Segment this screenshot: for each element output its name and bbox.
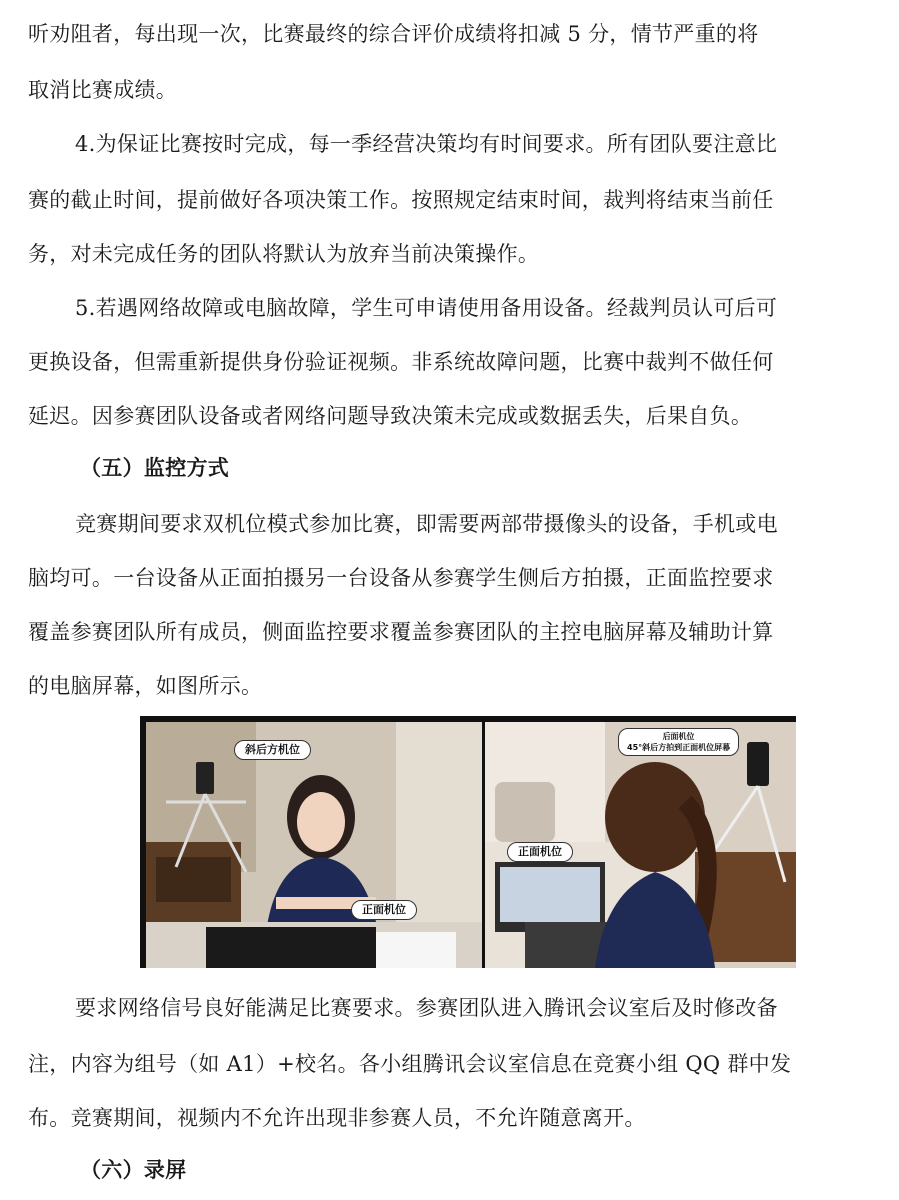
- front-camera-label: 正面机位: [351, 900, 417, 920]
- section-heading-screen-recording: （六）录屏: [80, 1158, 187, 1182]
- section-heading-monitoring: （五）监控方式: [80, 456, 230, 480]
- text-line: 竞赛期间要求双机位模式参加比赛，即需要两部带摄像头的设备，手机或电: [75, 512, 778, 536]
- rear-camera-note: 45°斜后方拍到正面机位屏幕: [627, 743, 731, 752]
- rear-camera-title: 后面机位: [662, 732, 695, 741]
- text-line: 覆盖参赛团队所有成员，侧面监控要求覆盖参赛团队的主控电脑屏幕及辅助计算: [28, 620, 774, 644]
- text-line: 取消比赛成绩。: [28, 78, 178, 102]
- rear-camera-label: 斜后方机位: [234, 740, 311, 760]
- rear-camera-label-right: [618, 728, 739, 756]
- text-line: 布。竞赛期间，视频内不允许出现非参赛人员，不允许随意离开。: [28, 1106, 646, 1130]
- text-line: 4.为保证比赛按时完成，每一季经营决策均有时间要求。所有团队要注意比: [75, 132, 778, 156]
- text-line: 赛的截止时间，提前做好各项决策工作。按照规定结束时间，裁判将结束当前任: [28, 188, 774, 212]
- text-line: 延迟。因参赛团队设备或者网络问题导致决策未完成或数据丢失，后果自负。: [28, 404, 753, 428]
- text-line: 务，对未完成任务的团队将默认为放弃当前决策操作。: [28, 242, 540, 266]
- text-line: 更换设备，但需重新提供身份验证视频。非系统故障问题，比赛中裁判不做任何: [28, 350, 774, 374]
- text-line: 5.若遇网络故障或电脑故障，学生可申请使用备用设备。经裁判员认可后可: [75, 296, 778, 320]
- text-line: 要求网络信号良好能满足比赛要求。参赛团队进入腾讯会议室后及时修改备: [75, 996, 778, 1020]
- text-line: 听劝阻者，每出现一次，比赛最终的综合评价成绩将扣减 5 分，情节严重的将: [28, 22, 759, 46]
- rear-view-photo: [485, 722, 796, 968]
- front-camera-label-right: 正面机位: [507, 842, 573, 862]
- dual-camera-figure: [140, 716, 796, 968]
- text-line: 注，内容为组号（如 A1）+校名。各小组腾讯会议室信息在竞赛小组 QQ 群中发: [28, 1052, 792, 1076]
- text-line: 的电脑屏幕，如图所示。: [28, 674, 263, 698]
- front-view-photo: [146, 722, 482, 968]
- text-line: 脑均可。一台设备从正面拍摄另一台设备从参赛学生侧后方拍摄，正面监控要求: [28, 566, 774, 590]
